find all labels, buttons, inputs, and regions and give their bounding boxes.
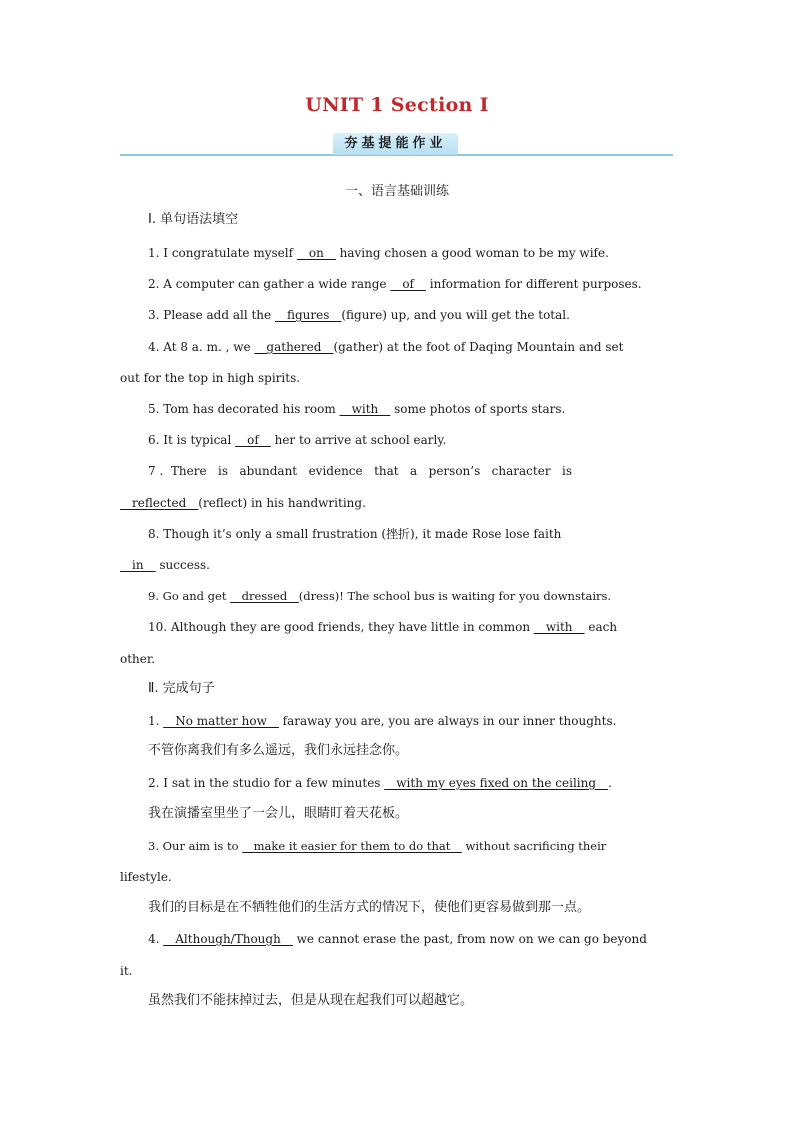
question-7-continued: __reflected__(reflect) in his handwriting. bbox=[120, 496, 366, 510]
answer: __reflected__ bbox=[120, 496, 199, 510]
sentence-4-continued: it. bbox=[120, 964, 133, 978]
section-heading: 一、语言基础训练 bbox=[344, 184, 449, 199]
question-6: 6. It is typical __of__ her to arrive at school early. bbox=[148, 433, 447, 447]
section-banner bbox=[120, 133, 673, 157]
answer: __of__ bbox=[235, 433, 271, 447]
question-7: 7 . There is abundant evidence that a person’s character is bbox=[148, 464, 572, 478]
answer: __with__ bbox=[339, 402, 391, 416]
part2-heading: Ⅱ. 完成句子 bbox=[148, 681, 215, 696]
sentence-3-translation: 我们的目标是在不牺牲他们的生活方式的情况下，使他们更容易做到那一点。 bbox=[148, 900, 591, 915]
banner-badge: 夯基提能作业 bbox=[333, 133, 458, 155]
sentence-3-continued: lifestyle. bbox=[120, 870, 172, 884]
answer: __make it easier for them to do that__ bbox=[242, 839, 462, 853]
question-8: 8. Though it’s only a small frustration (挫折), it made Rose lose faith bbox=[148, 527, 562, 541]
question-4-continued: out for the top in high spirits. bbox=[120, 371, 301, 385]
question-4: 4. At 8 a. m. , we __gathered__(gather) at the foot of Daqing Mountain and set bbox=[148, 340, 624, 354]
answer: __in__ bbox=[120, 558, 156, 572]
question-10: 10. Although they are good friends, they have little in common __with__ each bbox=[148, 620, 618, 634]
sentence-2-translation: 我在演播室里坐了一会儿，眼睛盯着天花板。 bbox=[148, 806, 409, 821]
question-3: 3. Please add all the __figures__(figure) up, and you will get the total. bbox=[148, 308, 570, 322]
sentence-4: 4. __Although/Though__ we cannot erase the past, from now on we can go beyond bbox=[148, 932, 647, 946]
question-8-continued: __in__ success. bbox=[120, 558, 210, 572]
sentence-1-translation: 不管你离我们有多么遥远，我们永远挂念你。 bbox=[148, 743, 409, 758]
answer: __on__ bbox=[296, 246, 336, 260]
question-9: 9. Go and get __dressed__(dress)! The school bus is waiting for you downstairs. bbox=[148, 589, 612, 603]
question-5: 5. Tom has decorated his room __with__ some photos of sports stars. bbox=[148, 402, 566, 416]
question-2: 2. A computer can gather a wide range __of__ information for different purposes. bbox=[148, 277, 642, 291]
answer: __Although/Though__ bbox=[163, 932, 293, 946]
page-title: UNIT 1 Section Ⅰ bbox=[305, 94, 489, 116]
answer: __gathered__ bbox=[254, 340, 334, 354]
answer: __figures__ bbox=[274, 308, 342, 322]
answer: __with my eyes fixed on the ceiling__ bbox=[384, 776, 609, 790]
answer: __with__ bbox=[533, 620, 585, 634]
sentence-3: 3. Our aim is to __make it easier for them to do that__ without sacrificing their bbox=[148, 839, 607, 853]
answer: __of__ bbox=[390, 277, 426, 291]
sentence-1: 1. __No matter how__ faraway you are, you are always in our inner thoughts. bbox=[148, 714, 617, 728]
sentence-2: 2. I sat in the studio for a few minutes __with my eyes fixed on the ceiling__. bbox=[148, 776, 612, 790]
part1-heading: Ⅰ. 单句语法填空 bbox=[148, 212, 239, 227]
sentence-4-translation: 虽然我们不能抹掉过去，但是从现在起我们可以超越它。 bbox=[148, 993, 474, 1008]
answer: __dressed__ bbox=[230, 589, 299, 603]
question-1: 1. I congratulate myself __on__ having chosen a good woman to be my wife. bbox=[148, 246, 609, 260]
answer: __No matter how__ bbox=[163, 714, 279, 728]
question-10-continued: other. bbox=[120, 652, 156, 666]
